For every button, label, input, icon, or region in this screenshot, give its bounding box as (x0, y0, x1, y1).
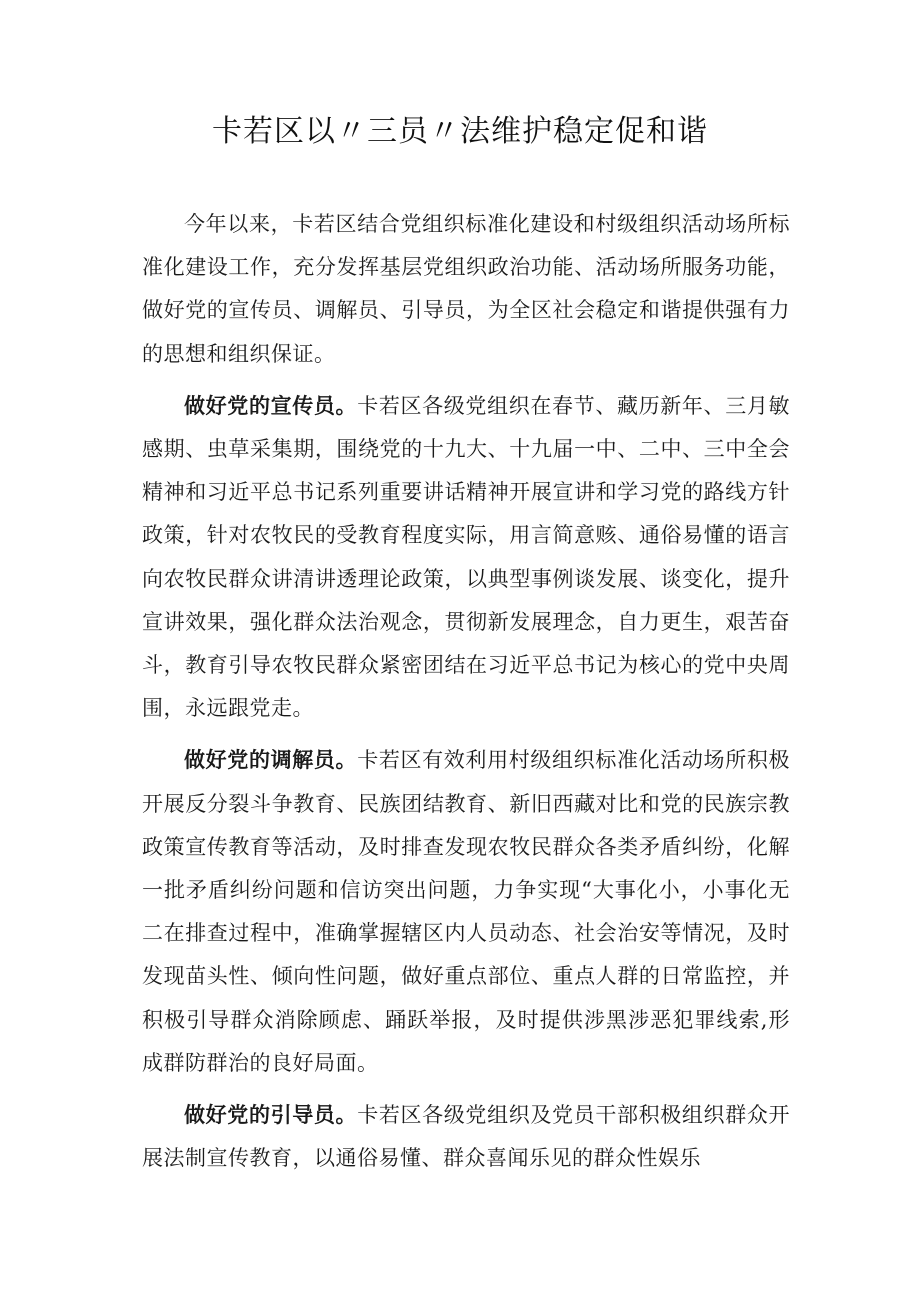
section-heading-propagandist: 做好党的宣传员。 (184, 392, 358, 418)
section-text-mediator: 卡若区有效利用村级组织标准化活动场所积极开展反分裂斗争教育、民族团结教育、新旧西藏对比和党的民族宗教政策宣传教育等活动，及时排查发现农牧民群众各类矛盾纠纷，化解一批矛盾纠纷问题和信访突出问题，力争实现“大事化小，小事化无二在排查过程中，准确掌握辖区内人员动态、社会治安等情况，及时发现苗头性、倾向性问题，做好重点部位、重点人群的日常监控，并积极引导群众消除顾虑、踊跃举报，及时提供涉黑涉恶犯罪线索,形成群防群治的良好局面。 (142, 748, 791, 1075)
section-paragraph-guide (142, 1093, 790, 1180)
section-heading-mediator: 做好党的调解员。 (184, 747, 358, 773)
document-body (142, 203, 790, 1180)
section-text-propagandist: 卡若区各级党组织在春节、藏历新年、三月敏感期、虫草采集期，围绕党的十九大、十九届一中、二中、三中全会精神和习近平总书记系列重要讲话精神开展宣讲和学习党的路线方针政策，针对农牧民的受教育程度实际，用言简意赅、通俗易懂的语言向农牧民群众讲清讲透理论政策，以典型事例谈发展、谈变化，提升宣讲效果，强化群众法治观念，贯彻新发展理念，自力更生，艰苦奋斗，教育引导农牧民群众紧密团结在习近平总书记为核心的党中央周围，永远跟党走。 (142, 393, 791, 721)
section-text-guide: 卡若区各级党组织及党员干部积极组织群众开展法制宣传教育，以通俗易懂、群众喜闻乐见的群众性娱乐 (142, 1103, 791, 1171)
document-title: 卡若区以〃三员〃法维护稳定促和谐 (212, 114, 708, 149)
section-paragraph-mediator (142, 738, 790, 1085)
section-paragraph-propagandist (142, 384, 790, 731)
intro-paragraph: 今年以来，卡若区结合党组织标准化建设和村级组织活动场所标准化建设工作，充分发挥基层党组织政治功能、活动场所服务功能，做好党的宣传员、调解员、引导员，为全区社会稳定和谐提供强有力的思想和组织保证。 (142, 212, 790, 366)
section-heading-guide: 做好党的引导员。 (184, 1102, 358, 1128)
